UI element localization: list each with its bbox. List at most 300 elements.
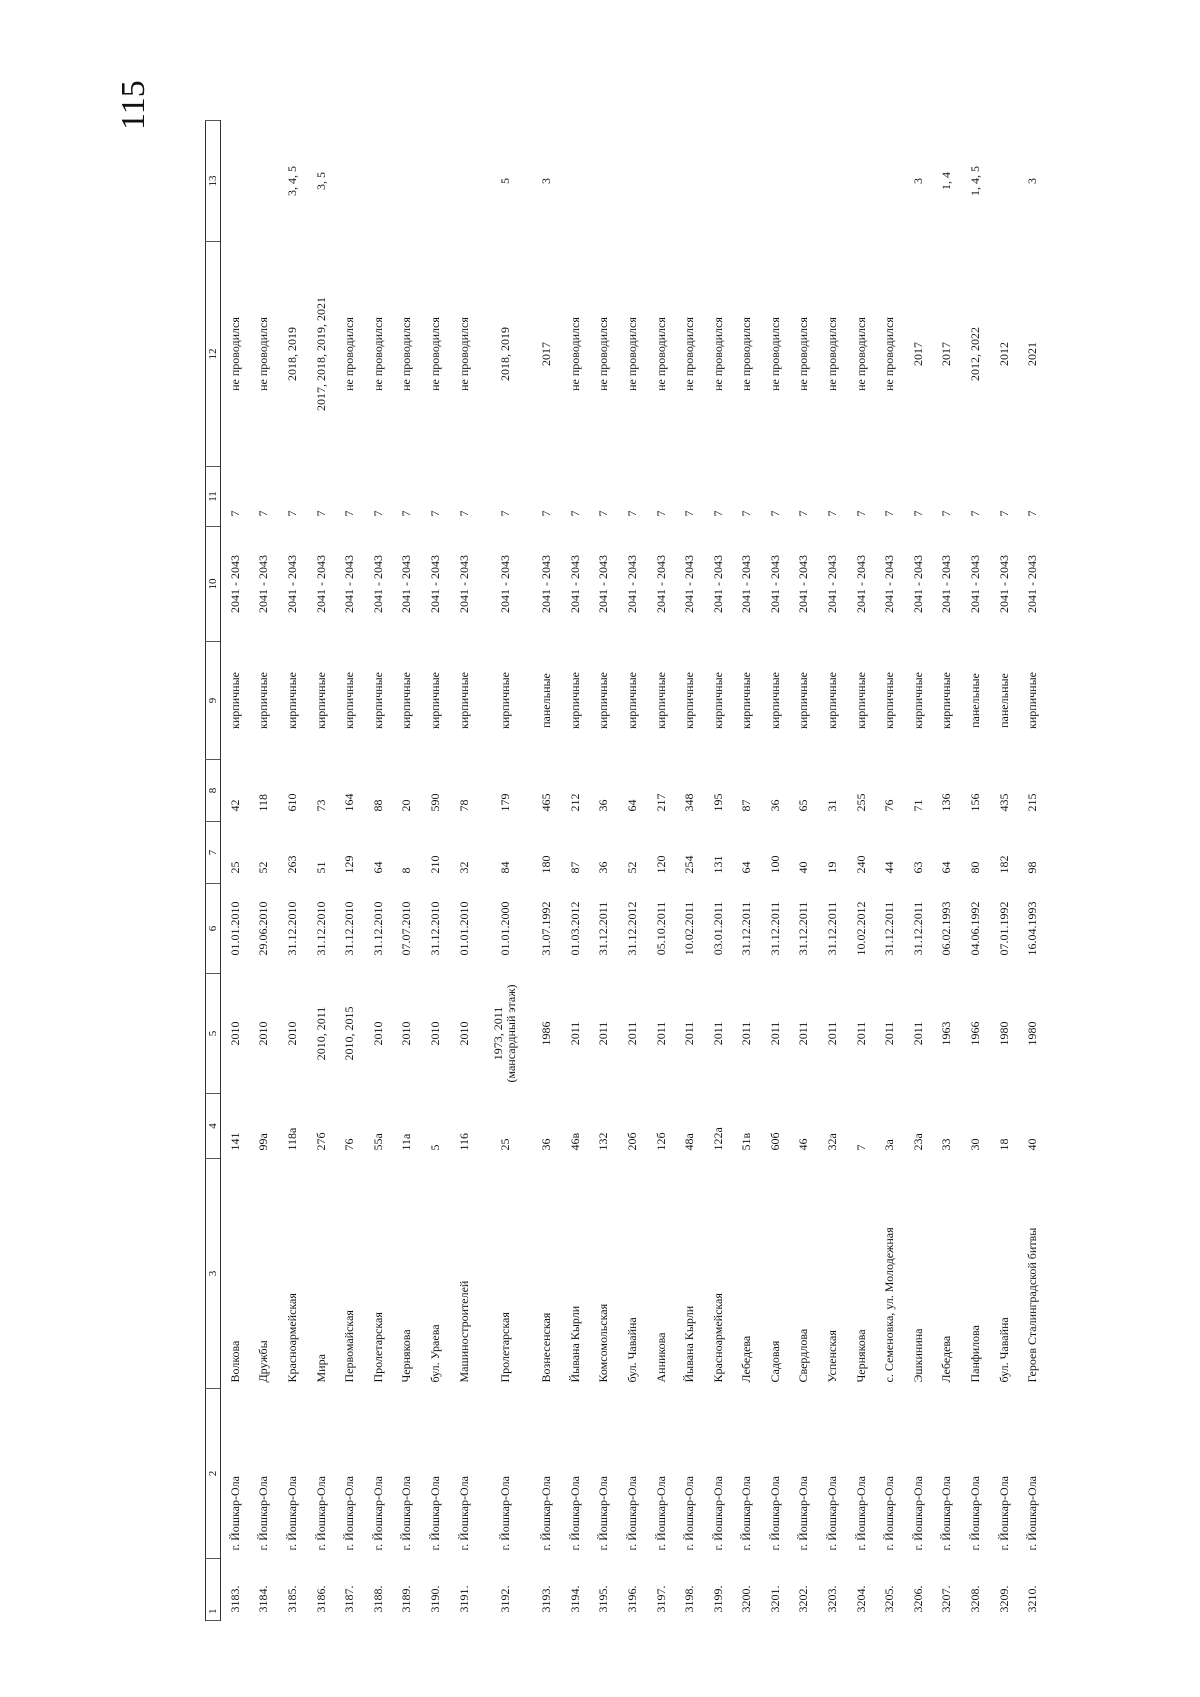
value-cell-7: 210 — [427, 855, 442, 874]
table-row — [704, 121, 733, 1621]
year-cell: 2010 — [256, 1021, 271, 1046]
date-cell: 01.01.2010 — [227, 901, 242, 956]
value-cell-7: 100 — [767, 855, 782, 874]
col-header: 2 — [206, 1389, 221, 1559]
city-cell: г. Йошкар-Ола — [539, 1476, 554, 1551]
wall-material-cell: кирпичные — [825, 672, 840, 729]
wall-material-cell: кирпичные — [853, 672, 868, 729]
value-cell-13 — [590, 121, 619, 242]
value-cell-7: 51 — [313, 861, 328, 874]
value-cell-7: 32 — [456, 861, 471, 874]
col-header: 3 — [206, 1159, 221, 1389]
row-number: 3205. — [882, 1585, 897, 1613]
repair-years-cell: 2018, 2019 — [284, 327, 299, 381]
year-cell: 2011 — [624, 1021, 639, 1046]
city-cell: г. Йошкар-Ола — [882, 1476, 897, 1551]
value-cell-7: 120 — [653, 855, 668, 874]
repair-years-cell: 2018, 2019 — [497, 327, 512, 381]
street-cell: Йывана Кырли — [682, 1305, 697, 1383]
row-number: 3202. — [796, 1585, 811, 1613]
value-cell-7: 8 — [399, 867, 414, 874]
col-header: 7 — [206, 822, 221, 884]
period-cell: 2041 - 2043 — [1025, 555, 1040, 613]
value-cell-8: 36 — [596, 799, 611, 812]
wall-material-cell: кирпичные — [370, 672, 385, 729]
date-cell: 06.02.1993 — [939, 901, 954, 956]
year-cell: 2011 — [882, 1021, 897, 1046]
value-cell-7: 98 — [1025, 861, 1040, 874]
wall-material-cell: кирпичные — [342, 672, 357, 729]
house-number-cell: 5 — [427, 1144, 442, 1151]
row-number: 3191. — [456, 1585, 471, 1613]
street-cell: Пролетарская — [497, 1312, 512, 1383]
value-cell-11: 7 — [227, 510, 242, 517]
row-number: 3199. — [710, 1585, 725, 1613]
value-cell-7: 36 — [596, 861, 611, 874]
value-cell-13 — [421, 121, 450, 242]
row-number: 3183. — [227, 1585, 242, 1613]
period-cell: 2041 - 2043 — [497, 555, 512, 613]
col-header: 11 — [206, 467, 221, 527]
year-cell: 1963 — [939, 1021, 954, 1046]
street-cell: Эшкинина — [910, 1328, 925, 1383]
year-cell: 2011 — [910, 1021, 925, 1046]
house-number-cell: 18 — [996, 1138, 1011, 1151]
table-row — [875, 121, 904, 1621]
table-row — [733, 121, 762, 1621]
period-cell: 2041 - 2043 — [284, 555, 299, 613]
house-number-cell: 132 — [596, 1132, 611, 1151]
value-cell-11: 7 — [910, 510, 925, 517]
period-cell: 2041 - 2043 — [427, 555, 442, 613]
house-number-cell: 32а — [825, 1133, 840, 1151]
row-number: 3200. — [739, 1585, 754, 1613]
year-cell: 2010, 2011 — [313, 1006, 328, 1061]
repair-years-cell: не проводился — [710, 317, 725, 391]
date-cell: 31.12.2011 — [882, 901, 897, 956]
city-cell: г. Йошкар-Ола — [939, 1476, 954, 1551]
city-cell: г. Йошкар-Ола — [825, 1476, 840, 1551]
table-row — [647, 121, 676, 1621]
house-number-cell: 118а — [284, 1127, 299, 1151]
street-cell: бул. Чавайна — [624, 1317, 639, 1383]
value-cell-11: 7 — [882, 510, 897, 517]
value-cell-13 — [818, 121, 847, 242]
street-cell: Героев Сталинградской битвы — [1025, 1227, 1040, 1383]
value-cell-13: 1, 4, 5 — [968, 166, 983, 196]
street-cell: Садовая — [767, 1340, 782, 1383]
value-cell-11: 7 — [968, 510, 983, 517]
house-number-cell: 23а — [910, 1133, 925, 1151]
street-cell: Машиностроителей — [456, 1280, 471, 1383]
house-number-cell: 27б — [313, 1132, 328, 1151]
wall-material-cell: кирпичные — [596, 672, 611, 729]
year-cell: 2011 — [567, 1021, 582, 1046]
value-cell-8: 610 — [284, 793, 299, 812]
value-cell-13 — [618, 121, 647, 242]
wall-material-cell: кирпичные — [739, 672, 754, 729]
year-cell: 2010 — [284, 1021, 299, 1046]
date-cell: 31.12.2010 — [284, 901, 299, 956]
house-number-cell: 30 — [968, 1138, 983, 1151]
year-cell: 2010 — [456, 1021, 471, 1046]
row-number: 3196. — [624, 1585, 639, 1613]
row-number: 3207. — [939, 1585, 954, 1613]
period-cell: 2041 - 2043 — [996, 555, 1011, 613]
value-cell-7: 44 — [882, 861, 897, 874]
repair-years-cell: не проводился — [342, 317, 357, 391]
wall-material-cell: панельные — [539, 673, 554, 728]
city-cell: г. Йошкар-Ола — [996, 1476, 1011, 1551]
street-cell: Волкова — [227, 1340, 242, 1383]
table-row — [675, 121, 704, 1621]
value-cell-13: 5 — [497, 178, 512, 184]
city-cell: г. Йошкар-Ола — [456, 1476, 471, 1551]
col-header: 1 — [206, 1559, 221, 1621]
date-cell: 31.12.2010 — [342, 901, 357, 956]
value-cell-8: 64 — [624, 799, 639, 812]
table-row — [307, 121, 336, 1621]
row-number: 3208. — [968, 1585, 983, 1613]
value-cell-8: 42 — [227, 799, 242, 812]
value-cell-13 — [733, 121, 762, 242]
date-cell: 29.06.2010 — [256, 901, 271, 956]
street-cell: бул. Ураева — [427, 1324, 442, 1383]
street-cell: Комсомольская — [596, 1303, 611, 1383]
row-number: 3188. — [370, 1585, 385, 1613]
value-cell-7: 40 — [796, 861, 811, 874]
value-cell-8: 78 — [456, 799, 471, 812]
value-cell-11: 7 — [796, 510, 811, 517]
period-cell: 2041 - 2043 — [567, 555, 582, 613]
value-cell-11: 7 — [739, 510, 754, 517]
period-cell: 2041 - 2043 — [313, 555, 328, 613]
page-number: 115 — [115, 80, 152, 130]
row-number: 3204. — [853, 1585, 868, 1613]
street-cell: Чернякова — [853, 1329, 868, 1383]
year-cell-line: 1973, 2011 — [491, 1006, 506, 1061]
value-cell-11: 7 — [624, 510, 639, 517]
city-cell: г. Йошкар-Ола — [342, 1476, 357, 1551]
wall-material-cell: кирпичные — [939, 672, 954, 729]
value-cell-13 — [335, 121, 364, 242]
value-cell-8: 71 — [910, 799, 925, 812]
street-cell: Успенская — [825, 1330, 840, 1383]
repair-years-cell: не проводился — [227, 317, 242, 391]
table-row — [990, 121, 1019, 1621]
repair-years-cell: 2021 — [1025, 342, 1040, 366]
value-cell-8: 88 — [370, 799, 385, 812]
row-number: 3190. — [427, 1585, 442, 1613]
value-cell-8: 215 — [1025, 793, 1040, 812]
city-cell: г. Йошкар-Ола — [399, 1476, 414, 1551]
period-cell: 2041 - 2043 — [653, 555, 668, 613]
table-row — [393, 121, 422, 1621]
year-cell: 2011 — [596, 1021, 611, 1046]
repair-years-cell: 2017 — [939, 342, 954, 366]
year-cell: 1980 — [1025, 1021, 1040, 1046]
table-row — [421, 121, 450, 1621]
period-cell: 2041 - 2043 — [968, 555, 983, 613]
value-cell-13 — [847, 121, 876, 242]
street-cell: Лебедева — [739, 1335, 754, 1383]
date-cell: 31.12.2011 — [796, 901, 811, 956]
street-cell: Чернякова — [399, 1329, 414, 1383]
house-number-cell: 33 — [939, 1138, 954, 1151]
city-cell: г. Йошкар-Ола — [256, 1476, 271, 1551]
house-number-cell: 46в — [567, 1132, 582, 1151]
table-row — [561, 121, 590, 1621]
housing-table — [205, 120, 1047, 1621]
repair-years-cell: не проводился — [682, 317, 697, 391]
year-cell: 1966 — [968, 1021, 983, 1046]
date-cell: 07.07.2010 — [399, 901, 414, 956]
value-cell-11: 7 — [996, 510, 1011, 517]
period-cell: 2041 - 2043 — [739, 555, 754, 613]
value-cell-8: 31 — [825, 799, 840, 812]
row-number: 3197. — [653, 1585, 668, 1613]
city-cell: г. Йошкар-Ола — [427, 1476, 442, 1551]
date-cell: 01.01.2000 — [497, 901, 512, 956]
period-cell: 2041 - 2043 — [853, 555, 868, 613]
house-number-cell: 11а — [399, 1133, 414, 1151]
value-cell-8: 76 — [882, 799, 897, 812]
value-cell-13 — [393, 121, 422, 242]
repair-years-cell: 2012, 2022 — [968, 327, 983, 381]
value-cell-7: 84 — [497, 861, 512, 874]
house-number-cell: 55а — [370, 1133, 385, 1151]
street-cell: Пролетарская — [370, 1312, 385, 1383]
year-cell: 2011 — [853, 1021, 868, 1046]
row-number: 3201. — [767, 1585, 782, 1613]
city-cell: г. Йошкар-Ола — [968, 1476, 983, 1551]
value-cell-13 — [450, 121, 479, 242]
house-number-cell: 46 — [796, 1138, 811, 1151]
value-cell-8: 195 — [710, 793, 725, 812]
value-cell-7: 131 — [710, 855, 725, 874]
value-cell-11: 7 — [370, 510, 385, 517]
city-cell: г. Йошкар-Ола — [653, 1476, 668, 1551]
table-row — [335, 121, 364, 1621]
period-cell: 2041 - 2043 — [710, 555, 725, 613]
period-cell: 2041 - 2043 — [456, 555, 471, 613]
period-cell: 2041 - 2043 — [596, 555, 611, 613]
value-cell-11: 7 — [256, 510, 271, 517]
wall-material-cell: кирпичные — [1025, 672, 1040, 729]
street-cell: Анникова — [653, 1332, 668, 1383]
value-cell-7: 182 — [996, 855, 1011, 874]
street-cell: Красноармейская — [710, 1293, 725, 1383]
house-number-cell: 12б — [653, 1132, 668, 1151]
value-cell-13 — [364, 121, 393, 242]
year-cell: 2010 — [399, 1021, 414, 1046]
value-cell-7: 180 — [539, 855, 554, 874]
date-cell: 31.12.2010 — [427, 901, 442, 956]
repair-years-cell: не проводился — [825, 317, 840, 391]
wall-material-cell: кирпичные — [624, 672, 639, 729]
value-cell-8: 590 — [427, 793, 442, 812]
year-cell — [478, 974, 532, 1094]
value-cell-13: 3 — [539, 178, 554, 184]
table-row — [478, 121, 532, 1621]
street-cell: Первомайская — [342, 1310, 357, 1383]
table-row — [790, 121, 819, 1621]
period-cell: 2041 - 2043 — [939, 555, 954, 613]
value-cell-11: 7 — [710, 510, 725, 517]
year-cell: 1986 — [539, 1021, 554, 1046]
wall-material-cell: панельные — [968, 673, 983, 728]
repair-years-cell: не проводился — [653, 317, 668, 391]
period-cell: 2041 - 2043 — [370, 555, 385, 613]
street-cell: Вознесенская — [539, 1312, 554, 1383]
value-cell-8: 217 — [653, 793, 668, 812]
repair-years-cell: не проводился — [567, 317, 582, 391]
house-number-cell: 99а — [256, 1133, 271, 1151]
value-cell-11: 7 — [399, 510, 414, 517]
value-cell-11: 7 — [427, 510, 442, 517]
street-cell: Панфилова — [968, 1325, 983, 1383]
table-row — [1018, 121, 1047, 1621]
year-cell: 1980 — [996, 1021, 1011, 1046]
street-cell: Дружбы — [256, 1340, 271, 1383]
value-cell-8: 465 — [539, 793, 554, 812]
wall-material-cell: кирпичные — [653, 672, 668, 729]
city-cell: г. Йошкар-Ола — [227, 1476, 242, 1551]
value-cell-8: 73 — [313, 799, 328, 812]
period-cell: 2041 - 2043 — [399, 555, 414, 613]
wall-material-cell: кирпичные — [284, 672, 299, 729]
period-cell: 2041 - 2043 — [342, 555, 357, 613]
table-row — [250, 121, 279, 1621]
street-cell: бул. Чавайна — [996, 1317, 1011, 1383]
year-cell: 2011 — [653, 1021, 668, 1046]
value-cell-7: 19 — [825, 861, 840, 874]
period-cell: 2041 - 2043 — [767, 555, 782, 613]
value-cell-7: 64 — [939, 861, 954, 874]
row-number: 3185. — [284, 1585, 299, 1613]
period-cell: 2041 - 2043 — [825, 555, 840, 613]
value-cell-7: 263 — [284, 855, 299, 874]
wall-material-cell: панельные — [996, 673, 1011, 728]
value-cell-11: 7 — [682, 510, 697, 517]
rotated-table-container — [205, 121, 1040, 1621]
row-number: 3203. — [825, 1585, 840, 1613]
value-cell-11: 7 — [539, 510, 554, 517]
date-cell: 10.02.2012 — [853, 901, 868, 956]
value-cell-8: 212 — [567, 793, 582, 812]
table-row — [364, 121, 393, 1621]
row-number: 3187. — [342, 1585, 357, 1613]
date-cell: 16.04.1993 — [1025, 901, 1040, 956]
period-cell: 2041 - 2043 — [882, 555, 897, 613]
value-cell-11: 7 — [456, 510, 471, 517]
value-cell-7: 254 — [682, 855, 697, 874]
city-cell: г. Йошкар-Ола — [739, 1476, 754, 1551]
value-cell-11: 7 — [853, 510, 868, 517]
table-row — [221, 121, 250, 1621]
house-number-cell: 141 — [227, 1132, 242, 1151]
city-cell: г. Йошкар-Ола — [910, 1476, 925, 1551]
repair-years-cell: не проводился — [739, 317, 754, 391]
repair-years-cell: 2017 — [539, 342, 554, 366]
wall-material-cell: кирпичные — [313, 672, 328, 729]
date-cell: 03.01.2011 — [710, 901, 725, 956]
street-cell: Красноармейская — [284, 1293, 299, 1383]
value-cell-7: 80 — [968, 861, 983, 874]
wall-material-cell: кирпичные — [399, 672, 414, 729]
value-cell-7: 52 — [624, 861, 639, 874]
house-number-cell: 122а — [710, 1127, 725, 1151]
table-row — [933, 121, 962, 1621]
row-number: 3198. — [682, 1585, 697, 1613]
row-number: 3184. — [256, 1585, 271, 1613]
street-cell: Мира — [313, 1354, 328, 1383]
city-cell: г. Йошкар-Ола — [497, 1476, 512, 1551]
value-cell-13: 3 — [910, 178, 925, 184]
value-cell-11: 7 — [342, 510, 357, 517]
house-number-cell: 60б — [767, 1132, 782, 1151]
wall-material-cell: кирпичные — [796, 672, 811, 729]
city-cell: г. Йошкар-Ола — [767, 1476, 782, 1551]
value-cell-13 — [875, 121, 904, 242]
wall-material-cell: кирпичные — [256, 672, 271, 729]
table-row — [618, 121, 647, 1621]
house-number-cell: 36 — [539, 1138, 554, 1151]
house-number-cell: 48а — [682, 1133, 697, 1151]
date-cell: 31.12.2011 — [825, 901, 840, 956]
year-cell: 2011 — [767, 1021, 782, 1046]
table-row — [450, 121, 479, 1621]
period-cell: 2041 - 2043 — [910, 555, 925, 613]
value-cell-11: 7 — [939, 510, 954, 517]
col-header: 13 — [206, 121, 221, 242]
value-cell-13: 3, 4, 5 — [284, 166, 299, 196]
date-cell: 31.12.2010 — [313, 901, 328, 956]
value-cell-13: 1, 4 — [939, 172, 954, 190]
value-cell-7: 129 — [342, 855, 357, 874]
value-cell-8: 65 — [796, 799, 811, 812]
value-cell-11: 7 — [284, 510, 299, 517]
value-cell-7: 25 — [227, 861, 242, 874]
house-number-cell: 3а — [882, 1139, 897, 1151]
value-cell-8: 136 — [939, 793, 954, 812]
city-cell: г. Йошкар-Ола — [596, 1476, 611, 1551]
year-cell-note: (мансардный этаж) — [504, 984, 519, 1083]
row-number: 3209. — [996, 1585, 1011, 1613]
year-cell: 2011 — [682, 1021, 697, 1046]
wall-material-cell: кирпичные — [682, 672, 697, 729]
city-cell: г. Йошкар-Ола — [370, 1476, 385, 1551]
value-cell-8: 118 — [256, 793, 271, 812]
repair-years-cell: не проводился — [370, 317, 385, 391]
date-cell: 07.01.1992 — [996, 901, 1011, 956]
date-cell: 05.10.2011 — [653, 901, 668, 956]
period-cell: 2041 - 2043 — [796, 555, 811, 613]
value-cell-13 — [675, 121, 704, 242]
value-cell-8: 20 — [399, 799, 414, 812]
repair-years-cell: 2012 — [996, 342, 1011, 366]
row-number: 3192. — [497, 1585, 512, 1613]
year-cell: 2011 — [825, 1021, 840, 1046]
value-cell-8: 164 — [342, 793, 357, 812]
house-number-cell: 76 — [342, 1138, 357, 1151]
repair-years-cell: не проводился — [796, 317, 811, 391]
value-cell-13: 3 — [1025, 178, 1040, 184]
col-header: 5 — [206, 974, 221, 1094]
repair-years-cell: не проводился — [624, 317, 639, 391]
table-row — [761, 121, 790, 1621]
repair-years-cell: не проводился — [399, 317, 414, 391]
